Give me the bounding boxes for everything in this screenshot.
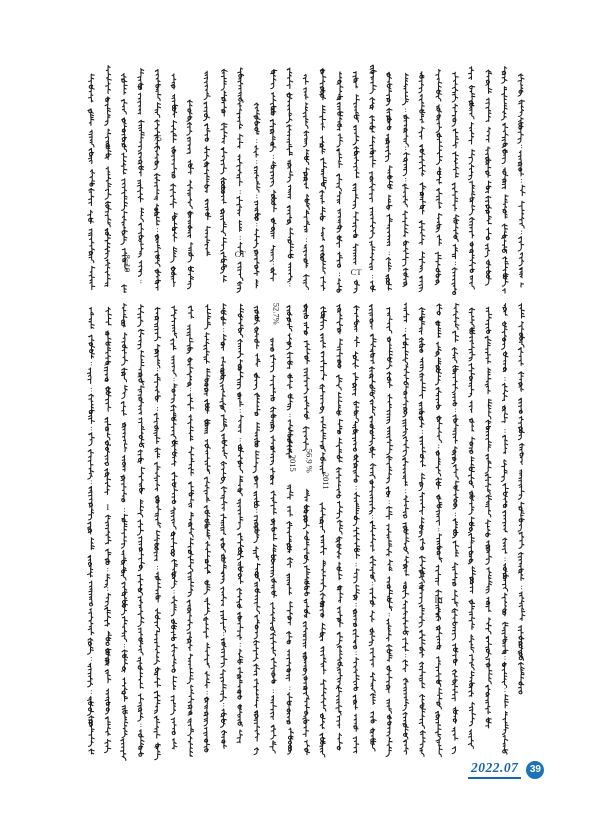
lower-text-block [88,303,525,761]
script-strokes [353,72,360,293]
inline-numeral: CT [234,249,246,259]
mongolian-text-column [137,68,144,282]
script-strokes [452,303,459,753]
mongolian-text-column [518,74,525,287]
script-strokes [137,68,144,282]
mongolian-text-column [501,304,508,755]
inline-numeral: III [434,595,444,605]
script-strokes [369,65,376,292]
script-strokes [187,100,194,289]
mongolian-text-column [352,306,359,753]
script-strokes [270,69,277,281]
script-strokes [419,72,426,292]
mongolian-text-column [468,308,475,748]
mongolian-text-column [88,307,95,754]
mongolian-text-column [121,73,132,292]
mongolian-text-column [485,70,492,285]
inline-numeral: 8~10 [122,254,133,273]
mongolian-text-column [403,73,410,286]
inline-numeral: 75 [153,133,162,143]
script-strokes [270,338,277,753]
mongolian-text-column [235,68,247,293]
script-strokes [137,305,145,756]
mongolian-text-column [485,307,492,728]
script-strokes [352,306,359,753]
script-strokes [386,308,393,757]
mongolian-text-column [369,305,376,752]
mongolian-text-column [320,307,331,757]
script-strokes [253,306,260,755]
script-strokes [403,73,410,286]
script-strokes [518,74,525,287]
mongolian-text-column [137,305,145,756]
script-strokes [336,304,343,750]
script-strokes [204,305,211,752]
mongolian-text-column [286,68,293,286]
inline-numeral: 2011 [321,472,331,490]
script-strokes [435,69,442,284]
issue-date: 2022.07 [468,760,521,779]
script-strokes [154,308,161,760]
script-strokes [187,306,194,756]
mongolian-text-column [419,72,426,292]
mongolian-text-column [435,304,444,757]
script-strokes [121,304,128,761]
script-strokes [419,308,426,757]
script-strokes [403,303,409,754]
script-strokes [469,67,476,289]
script-strokes [105,66,112,287]
script-strokes [468,308,475,748]
script-strokes [88,74,95,290]
script-strokes [485,307,492,728]
footer [468,760,544,779]
script-strokes [220,304,227,749]
mongolian-text-column [435,69,442,284]
mongolian-text-column [187,100,194,289]
mongolian-text-column [237,304,244,743]
inline-numeral: I [106,502,110,512]
mongolian-text-column [220,304,227,749]
inline-numeral: 5 [287,425,293,435]
mongolian-text-column [452,303,459,753]
script-strokes [220,69,227,282]
script-strokes [286,68,293,286]
mongolian-text-column [303,304,315,755]
script-strokes [386,72,393,290]
script-strokes [501,67,508,294]
mongolian-text-column [121,304,128,761]
mongolian-text-column [303,74,310,289]
mongolian-text-column [171,306,178,749]
script-strokes [104,307,111,752]
script-strokes [320,307,327,757]
mongolian-text-column [104,307,111,752]
script-strokes [237,304,244,743]
upper-text-block [88,65,525,295]
mongolian-text-column [270,69,277,281]
script-strokes [286,306,293,755]
mongolian-text-column [351,72,363,293]
inline-numeral: 56.9 % [304,448,315,473]
script-strokes [170,74,177,287]
script-strokes [336,72,343,292]
mongolian-text-column [220,69,227,282]
mongolian-text-column [419,308,426,757]
inline-numeral: 2015 [287,454,298,472]
mongolian-text-column [518,304,525,694]
mongolian-text-column [187,306,194,756]
script-strokes [204,71,211,255]
mongolian-text-column [469,67,476,289]
mongolian-text-column [204,71,211,255]
mongolian-text-column [88,74,95,290]
script-strokes [154,70,161,291]
page-number-badge: 39 [526,761,544,779]
mongolian-text-column [386,72,393,290]
script-strokes [171,306,178,749]
script-strokes [452,72,459,294]
mongolian-text-column [253,306,260,755]
mongolian-text-column [369,65,376,292]
inline-numeral: 52.7% [271,302,282,325]
mongolian-text-column [286,306,298,755]
script-strokes [369,305,376,752]
script-strokes [518,304,525,694]
script-strokes [88,307,95,754]
mongolian-text-column [254,103,261,288]
script-strokes [320,69,327,291]
inline-numeral: CT [350,267,362,277]
mongolian-text-column [270,303,281,753]
mongolian-text-column [170,74,177,287]
mongolian-text-column [105,66,112,287]
mongolian-text-column [336,304,343,750]
mongolian-text-column [403,303,409,754]
script-strokes [485,70,492,285]
mongolian-text-column [501,67,508,294]
mongolian-text-column [452,72,459,294]
mongolian-text-column [336,72,343,292]
mongolian-text-column [153,70,162,291]
script-strokes [501,304,508,755]
inline-numeral: II [419,569,426,579]
script-strokes [303,74,310,289]
script-strokes [254,103,261,288]
mongolian-text-column [154,308,161,760]
mongolian-text-column [386,308,393,757]
script-strokes [435,304,442,757]
mongolian-text-column [204,305,211,752]
script-strokes [303,304,310,755]
mongolian-text-column [320,69,327,291]
